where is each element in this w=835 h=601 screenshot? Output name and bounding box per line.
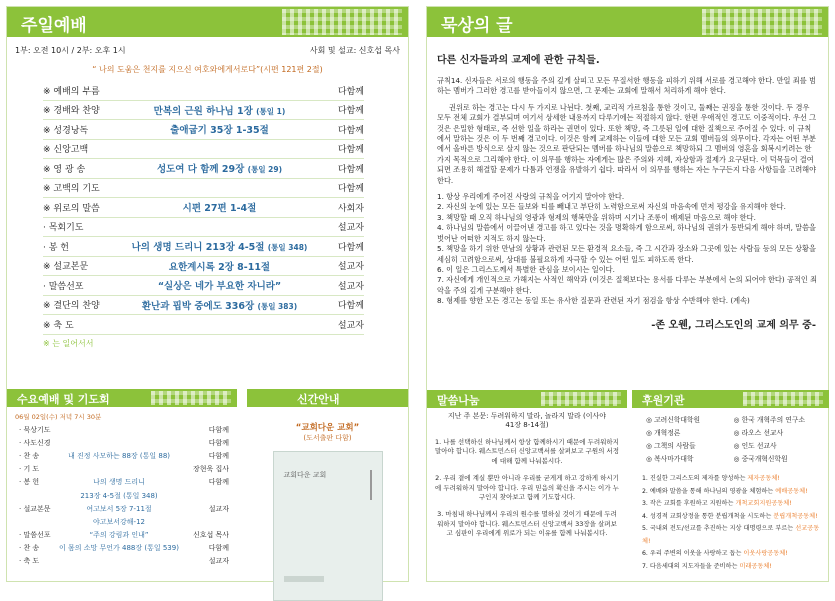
- book-cover-text: 교회다운 교회: [283, 471, 327, 479]
- vision-item: 6. 우리 주변의 이웃을 사랑하고 돕는 이웃사랑공동체!: [642, 550, 788, 557]
- vision-keyword: 제자공동체!: [747, 475, 780, 482]
- order-content: 만복의 근원 하나님 1장 (통일 1): [153, 105, 286, 117]
- support-org: ◎ 라오스 선교사: [733, 429, 784, 437]
- rule-item: 5. 책망을 하기 위한 만남의 상황과 관련된 모든 환경적 요소들, 즉 그 시간과 장소와 그곳에 있는 사람들 등의 모든 상황을 세심히 고려함으로써, 상대를 불필요하게 자극할 수 있는 어떤 일도 피하도록 한다.: [437, 244, 816, 264]
- wednesday-header: [7, 389, 237, 407]
- wednesday-content: 이 몸의 소망 무언가 488장 (통일 539): [59, 544, 179, 553]
- support-title: 후원기관: [642, 394, 685, 407]
- wednesday-content: 나의 생명 드리니: [93, 478, 145, 487]
- order-label: ※ 영 광 송: [43, 164, 86, 175]
- pixel-pattern-decoration: [702, 9, 822, 35]
- wednesday-leader: 설교자: [208, 504, 229, 513]
- order-leader: 설교자: [337, 320, 364, 331]
- order-content: 나의 생명 드리니 213장 4-5절 (통일 348): [131, 242, 308, 254]
- order-row: [43, 237, 364, 257]
- rule-item: 4. 하나님의 말씀에서 이끌어낸 경고를 하고 있다는 것을 명확하게 함으로써, 하나님의 권위가 동반되게 해야 하며, 말씀을 벗어난 어떠한 지적도 하지 않는다.: [437, 223, 816, 243]
- wednesday-row: [19, 555, 229, 568]
- left-page: [6, 6, 409, 582]
- order-label: · 말씀선포: [43, 281, 84, 292]
- wednesday-row: [19, 423, 229, 436]
- pixel-pattern-decoration: [282, 9, 402, 35]
- sharing-item: 2. 우리 곁에 계실 뿐만 아니라 우리를 굳게게 하고 강하게 하시기에 두려워하지 말아야 합니다. 우리 믿음의 확신을 주시는 이가 누구인지 찾아보고 함께 기도합시다.: [435, 474, 619, 502]
- wednesday-label: · 축 도: [19, 557, 40, 566]
- wednesday-row: [19, 436, 229, 449]
- support-org: ◎ 중국개혁신학원: [733, 455, 788, 463]
- order-label: ※ 축 도: [43, 320, 74, 331]
- support-orgs: [632, 408, 829, 463]
- order-label: ※ 위로의 말씀: [43, 203, 100, 214]
- pixel-pattern-decoration: [151, 391, 231, 405]
- vision-keyword: 이웃사랑공동체!: [743, 550, 788, 557]
- vision-keyword: 예배공동체!: [775, 487, 808, 495]
- wednesday-leader: 신호섭 목사: [192, 531, 229, 540]
- order-row: [43, 81, 364, 101]
- church-vision-list: [632, 463, 829, 573]
- rule-item: 3. 책망할 때 오직 하나님의 영광과 형제의 행복만을 위하며 시기나 조롱이 배제된 마음으로 해야 한다.: [437, 212, 756, 222]
- vision-item: 3. 작은 교회를 후원하고 지원하는 개척교회지원공동체!: [642, 500, 792, 507]
- order-label: · 봉 헌: [43, 242, 69, 253]
- wednesday-content: “주의 강림과 인내”: [89, 531, 149, 540]
- worship-header: [7, 7, 408, 37]
- order-row: [43, 140, 364, 160]
- wednesday-content: 여고보서 5장 7-11절: [86, 504, 152, 513]
- order-leader: 다함께: [337, 145, 364, 156]
- wednesday-content: 내 진정 사모하는 88장 (통일 88): [67, 451, 171, 460]
- order-row: [43, 101, 364, 121]
- service-times: 1부: 오전 10시 / 2부: 오후 1시: [15, 46, 126, 55]
- wednesday-row: [19, 502, 229, 515]
- support-org: ◎ 한국 개혁주의 연구소: [733, 416, 806, 424]
- order-label: ※ 성경낭독: [43, 125, 89, 136]
- sharing-title: 말씀나눔: [437, 394, 480, 407]
- support-header: [632, 390, 829, 408]
- rule-item: 7. 자신에게 개인적으로 가해지는 사적인 해악과 (이것은 질책보다는 용서를 다루는 부분에서 논의 되어야 한다) 공적인 죄악을 주의 깊게 구분해야 한다.: [437, 275, 818, 295]
- order-leader: 설교자: [337, 262, 364, 273]
- order-leader: 다함께: [337, 242, 364, 253]
- order-leader: 다함께: [337, 301, 364, 312]
- wednesday-content: 야고보서강해-12: [92, 517, 145, 526]
- book-cover-detail: [284, 576, 324, 582]
- wednesday-date: 06월 02일(수) 저녁 7시 30분: [15, 413, 102, 421]
- meditation-body: [427, 70, 828, 313]
- order-leader: 다함께: [337, 106, 364, 117]
- wednesday-label: · 찬 송: [19, 544, 40, 553]
- meditation-header: [427, 7, 828, 37]
- wednesday-row: [19, 476, 229, 489]
- order-row: [43, 198, 364, 218]
- order-label: ※ 경배와 찬양: [43, 106, 100, 117]
- pixel-pattern-decoration: [743, 392, 823, 406]
- wednesday-row: [19, 489, 229, 502]
- support-org: ◎ 그책의 사람들: [646, 442, 696, 450]
- order-leader: 사회자: [337, 203, 364, 214]
- order-row: [43, 257, 364, 277]
- vision-item: 7. 다음세대의 지도자들을 준비하는 미래공동체!: [642, 562, 772, 570]
- order-leader: 다함께: [337, 125, 364, 136]
- order-content-small: (통일 1): [256, 106, 286, 116]
- rule-item: 1. 항상 우리에게 주어진 사랑의 규칙을 어기지 말아야 한다.: [437, 192, 625, 202]
- order-label: ※ 예배의 부름: [43, 86, 100, 97]
- explanation-paragraph: 권위로 하는 경고는 다시 두 가지로 나뉜다. 첫째, 교리적 가르침을 통한 것이고, 둘째는 권징을 통한 것이다. 두 경우 모두 전체 교회가 결부되며 여기서 상세한 내용까지 다루기에는 적절하지 않다. 한편 우애적인 경고도 이중적이다. 우선 그것은 은밀한 형태로, 즉 선한 일을 하라는 권면이 있다. 또한 책망, 즉 그릇된 일에 대한 질책으로 주어질 수 있다. 이 규칙에서 말하는 것은 이 두 번째 경고이다. 이것은 함께 교제하는 이들에 대한 모든 교회 멤버들의 의무이다. 각자는 어떤 부분에서 올바른 방식으로 살지 않는 것으로 판단되는 멤버를 하나님의 말씀으로 책망하되 그 멤버의 영혼을 회복시키려는 한가지 목적으로 그리해야 한다. 이 의무를 행하는 자에게는 많은 주의와 지혜, 자상함과 절제가 요구된다. 이 덕목들이 결여되면 조용히 해결할 문제가 다툼과 언쟁을 유발하기 쉽다. 따라서 이 의무를 행하는 자는 누구든지 다음 사항들을 고려해야 한다.: [437, 102, 817, 185]
- order-leader: 다함께: [337, 164, 364, 175]
- order-row: [43, 315, 364, 335]
- order-row: [43, 120, 364, 140]
- wednesday-label: · 말씀선포: [19, 531, 51, 540]
- order-leader: 다함께: [337, 86, 364, 97]
- wednesday-section: [7, 389, 237, 568]
- support-section: [632, 390, 829, 573]
- new-book-title: 신간안내: [297, 393, 340, 406]
- meditation-heading: 다른 신자들과의 교제에 관한 규칙들.: [437, 55, 600, 66]
- wednesday-label: · 묵상기도: [19, 425, 51, 434]
- order-label: ※ 고백의 기도: [43, 184, 100, 195]
- wednesday-row: [19, 449, 229, 462]
- order-label: ※ 설교본문: [43, 262, 89, 273]
- vision-item: 5. 국내외 전도/선교를 추진하는 지상 대명령으로 부르는 선교공동체!: [642, 525, 820, 545]
- book-spine-line: [370, 470, 372, 500]
- signature: -존 오웬, 그리스도인의 교제 의무 중-: [651, 319, 816, 331]
- support-org: ◎ 고려신학대학원: [646, 416, 701, 424]
- sharing-heading: 지난 주 본문: 두려워하지 말라, 놀라지 말라 (이사야 41장 8-14절): [447, 412, 607, 429]
- vision-item: 1. 진실한 그리스도의 제자를 양성하는 제자공동체!: [642, 475, 780, 482]
- order-content-small: (통일 29): [247, 165, 283, 175]
- order-leader: 설교자: [337, 281, 364, 292]
- support-org: ◎ 인도 선교사: [733, 442, 777, 450]
- worship-order: [7, 81, 408, 335]
- new-book-header: [247, 389, 408, 407]
- rule-item: 2. 자신의 눈에 있는 모든 들보와 티를 빼내고 부단히 노력함으로써 자신의 마음속에 먼저 평강을 유지해야 한다.: [437, 202, 786, 212]
- order-label: ※ 결단의 찬양: [43, 301, 100, 312]
- preacher-line: 사회 및 설교: 신호섭 목사: [309, 46, 400, 55]
- wednesday-row: [19, 515, 229, 528]
- new-book-section: [247, 389, 408, 601]
- wednesday-label: · 기 도: [19, 465, 40, 474]
- order-content: 출애굽기 35장 1-35절: [170, 125, 269, 137]
- sharing-header: [427, 390, 627, 408]
- wednesday-label: · 사도신경: [19, 438, 51, 447]
- sharing-section: [427, 390, 627, 539]
- stand-note: ※ 는 일어서서: [43, 338, 94, 348]
- pixel-pattern-decoration: [541, 392, 621, 406]
- book-name: “교회다운 교회”: [295, 423, 360, 433]
- order-row: [43, 159, 364, 179]
- sharing-item: 3. 마침내 하나님께서 우리의 원수를 멸하실 것이기 때문에 두려워하지 말아야 합니다. 웨스트민스터 신앙고백서 33장을 살펴보고 심판이 우리에게 위로가 되는 이유를 함께 나눠봅시다.: [437, 510, 617, 538]
- order-row: [43, 276, 364, 296]
- order-content: 환난과 핍박 중에도 336장 (통일 383): [141, 300, 298, 312]
- order-row: [43, 296, 364, 316]
- order-label: · 목회기도: [43, 223, 84, 234]
- wednesday-label: · 설교본문: [19, 504, 51, 513]
- right-page: [426, 6, 829, 582]
- opening-verse: “ 나의 도움은 천지를 지으신 여호와에게서로다”(시편 121편 2절): [92, 65, 323, 74]
- wednesday-row: [19, 463, 229, 476]
- support-org: ◎ 개혁정론: [646, 429, 681, 437]
- service-info: [7, 37, 408, 60]
- rule-item: 6. 이 일은 그리스도께서 특별한 관심을 보이시는 일이다.: [437, 264, 615, 274]
- book-cover-image: [273, 451, 383, 601]
- order-content: “실상은 네가 부요한 자니라”: [157, 281, 282, 293]
- wednesday-order: [7, 423, 237, 568]
- order-row: [43, 218, 364, 238]
- rule-list: [437, 192, 818, 306]
- wednesday-label: · 봉 헌: [19, 478, 40, 487]
- wednesday-row: [19, 542, 229, 555]
- sharing-item: 1. 나를 선택하신 하나님께서 항상 함께하시기 때문에 두려워하지 말아야 합니다. 웨스트민스터 신앙고백서를 살펴보고 구원의 서정에 대해 함께 나눠봅시다.: [435, 438, 619, 465]
- order-row: [43, 179, 364, 199]
- order-leader: 다함께: [337, 184, 364, 195]
- support-org: ◎ 복사마가대학: [646, 455, 694, 463]
- order-content-small: (통일 383): [257, 301, 298, 311]
- wednesday-row: [19, 529, 229, 542]
- wednesday-leader: 다함께: [208, 438, 229, 447]
- wednesday-title: 수요예배 및 기도회: [17, 393, 110, 406]
- order-leader: 설교자: [337, 223, 364, 234]
- order-content: 시편 27편 1-4절: [182, 203, 257, 215]
- meditation-title: 묵상의 글: [441, 16, 513, 36]
- wednesday-content: 213장 4-5절 (통일 348): [80, 491, 158, 500]
- wednesday-leader: 다함께: [208, 544, 229, 553]
- wednesday-leader: 설교자: [208, 557, 229, 566]
- wednesday-leader: 다함께: [208, 478, 229, 487]
- sharing-items: [427, 438, 627, 539]
- order-content: 성도여 다 함께 29장 (통일 29): [156, 164, 283, 176]
- vision-keyword: 선교공동체!: [642, 525, 820, 545]
- vision-keyword: 미래공동체!: [739, 562, 772, 570]
- rule-paragraph: 규칙14. 신자들은 서로의 행동을 주의 깊게 살피고 모든 무질서한 행동을 피하기 위해 서로를 경고해야 한다. 만일 죄를 범하는 멤버가 그러한 경고를 받아들이지 않으면, 그 문제는 교회에 말해서 처리하게 해야 한다.: [437, 76, 816, 96]
- vision-keyword: 개척교회지원공동체!: [735, 500, 792, 507]
- order-content: 요한계시록 2장 8-11절: [168, 261, 271, 273]
- vision-item: 2. 예배와 말씀을 통해 하나님의 영광을 체험하는 예배공동체!: [642, 487, 808, 495]
- wednesday-leader: 장현욱 집사: [192, 465, 229, 474]
- book-publisher: (도서출판 다함): [303, 434, 352, 442]
- vision-keyword: 분립개척공동체!: [773, 512, 818, 520]
- wednesday-leader: 다함께: [208, 425, 229, 434]
- order-content-small: (통일 348): [267, 243, 308, 253]
- order-label: ※ 신앙고백: [43, 145, 89, 156]
- wednesday-label: · 찬 송: [19, 451, 40, 460]
- vision-item: 4. 성경적 교회상정을 통한 분립개척을 시도하는 분립개척공동체!: [642, 512, 818, 520]
- worship-title: 주일예배: [21, 16, 87, 36]
- rule-item: 8. 형제를 향한 모든 경고는 동일 또는 유사한 질문과 관련된 자기 점검을 항상 수반해야 한다. (계속): [437, 296, 750, 306]
- wednesday-leader: 다함께: [208, 451, 229, 460]
